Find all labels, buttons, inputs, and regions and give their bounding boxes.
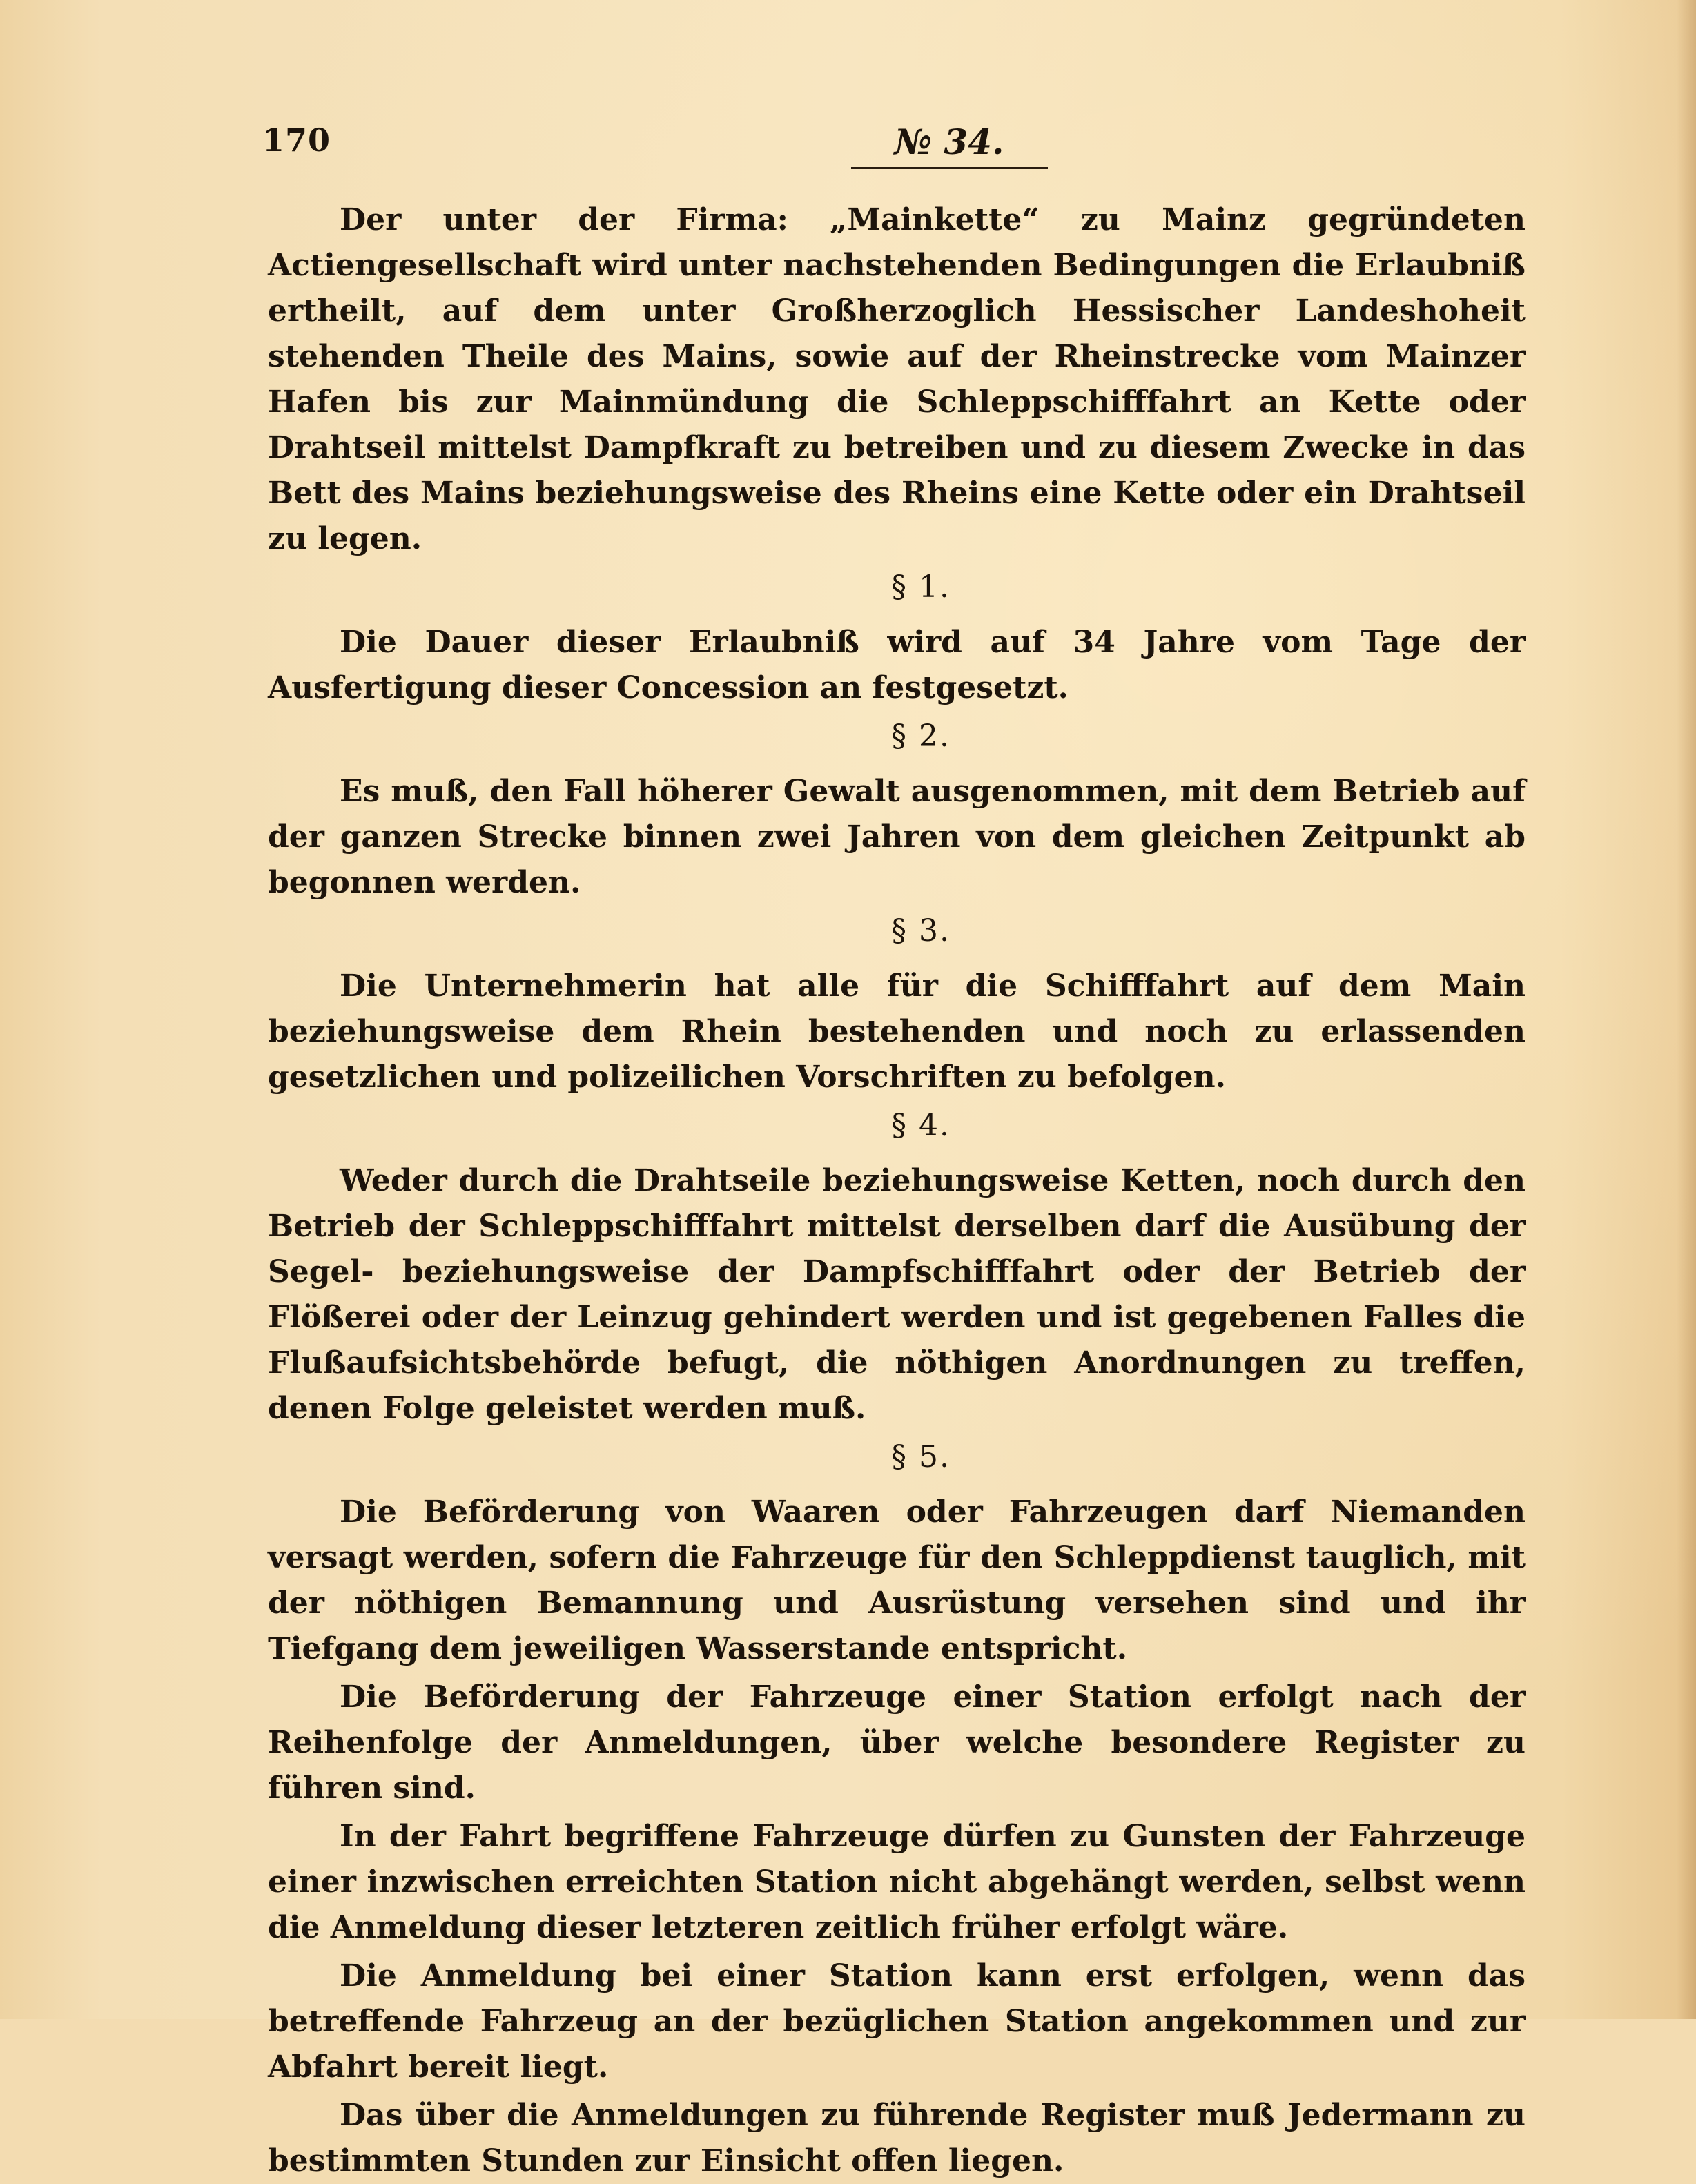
section-paragraph: In der Fahrt begriffene Fahrzeuge dürfen zu Gunsten der Fahrzeuge einer inzwischen erreichten Station nicht abgehängt werden, selbst wenn die Anmeldung dieser letzteren zeitlich früher erfolgt wäre. — [268, 1819, 1526, 1945]
section-heading: § 1. — [891, 569, 951, 605]
page-number: 170 — [262, 121, 331, 159]
section-heading: § 4. — [891, 1108, 951, 1143]
section-paragraph: Die Unternehmerin hat alle für die Schifffahrt auf dem Main beziehungsweise dem Rhein bestehenden und noch zu erlassenden gesetzlichen und polizeilichen Vorschriften zu befolgen. — [268, 968, 1526, 1095]
section-1 — [268, 562, 1526, 711]
section-paragraph: Die Beförderung der Fahrzeuge einer Station erfolgt nach der Reihenfolge der Anmeldungen, über welche besondere Register zu führen sind. — [268, 1679, 1526, 1806]
document-body — [268, 197, 1526, 2184]
section-paragraph: Die Anmeldung bei einer Station kann erst erfolgen, wenn das betreffende Fahrzeug an der bezüglichen Station angekommen und zur Abfahrt bereit liegt. — [268, 1958, 1526, 2085]
section-4 — [268, 1100, 1526, 1432]
page-edge-shadow — [1677, 0, 1696, 2019]
intro-paragraph: Der unter der Firma: „Mainkette“ zu Mainz gegründeten Actiengesellschaft wird unter nachstehenden Bedingungen die Erlaubniß ertheilt, auf dem unter Großherzoglich Hessischer Landeshoheit stehenden Theile des Mains, sowie auf der Rheinstrecke vom Mainzer Hafen bis zur Mainmündung die Schleppschifffahrt an Kette oder Drahtseil mittelst Dampfkraft zu betreiben und zu diesem Zwecke in das Bett des Mains beziehungsweise des Rheins eine Kette oder ein Drahtseil zu legen. — [268, 202, 1526, 556]
section-paragraph: Die Beförderung von Waaren oder Fahrzeugen darf Niemanden versagt werden, sofern die Fahrzeuge für den Schleppdienst tauglich, mit der nöthigen Bemannung und Ausrüstung versehen sind und ihr Tiefgang dem jeweiligen Wasserstande entspricht. — [268, 1494, 1526, 1666]
section-paragraph: Es muß, den Fall höherer Gewalt ausgenommen, mit dem Betrieb auf der ganzen Strecke binnen zwei Jahren von dem gleichen Zeitpunkt ab begonnen werden. — [268, 774, 1526, 900]
section-paragraph: Weder durch die Drahtseile beziehungsweise Ketten, noch durch den Betrieb der Schleppschifffahrt mittelst derselben darf die Ausübung der Segel- beziehungsweise der Dampfschifffahrt oder der Betrieb der Flößerei oder der Leinzug gehindert werden und ist gegebenen Falles die Flußaufsichtsbehörde befugt, die nöthigen Anordnungen zu treffen, denen Folge geleistet werden muß. — [268, 1163, 1526, 1426]
section-paragraph: Das über die Anmeldungen zu führende Register muß Jedermann zu bestimmten Stunden zur Einsicht offen liegen. — [268, 2098, 1526, 2178]
page-header — [262, 121, 1532, 170]
section-heading: § 2. — [891, 719, 951, 754]
section-5 — [268, 1432, 1526, 2184]
header-underline — [851, 167, 1048, 169]
issue-number: № 34. — [894, 121, 1004, 162]
section-paragraph: Die Dauer dieser Erlaubniß wird auf 34 Jahre vom Tage der Ausfertigung dieser Concession an festgesetzt. — [268, 625, 1526, 705]
section-3 — [268, 906, 1526, 1100]
section-2 — [268, 711, 1526, 906]
section-heading: § 3. — [891, 913, 951, 948]
section-heading: § 5. — [891, 1439, 951, 1474]
